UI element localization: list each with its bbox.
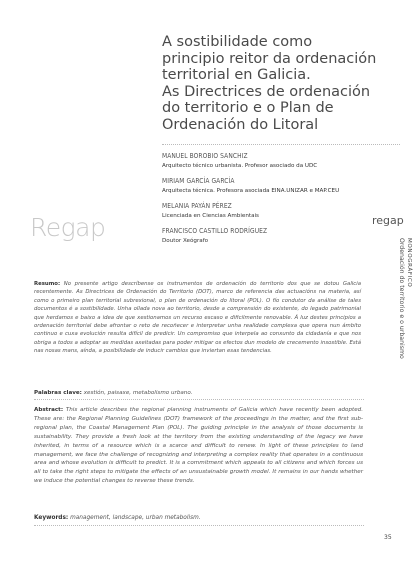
resumo-text: No presente artigo descríbense os instrumentos de ordenación do territorio dos que se dotou Galicia recentemente. As Directrices de Ordenación do Territorio (DOT), marco de referencia das actuacións na materia, así como o primeiro plan territorial subrexional, o plan de ordenación do litoral (POL). O fío condutor da análise de tales documentos é a sostibilidade. Unha ollada nova ao territorio, desde a comprensión do existente, do legado patrimonial que herdamos e baixo a idea de que xestionamos un recurso escaso e dificilmente renovable. Á luz destes principios a ordenación territorial debe afrontar o reto de recoñecer e interpretar unha realidade complexa que opera nun ámbito continuo e cuxa evolución resulta difícil de predicir. Un compromiso que interpela ao conxunto da cidadanía e que nos obriga a todos a adoptar as medidas axeitadas para poder mitigar os efectos dun modelo de crecemento insostible. Está nas nosas mans, aínda, a posibilidade de inducir cambios que inviertan esas tendencias.: [34, 281, 361, 355]
palabras-text: xestión, paisaxe, metabolismo urbano.: [83, 390, 193, 396]
title-line: As Directrices de ordenación: [162, 83, 371, 100]
title-line: principio reitor da ordenación: [162, 50, 377, 67]
author-entry: [162, 152, 392, 171]
title-line: Ordenación do Litoral: [162, 116, 319, 133]
palabras-label: Palabras clave:: [34, 390, 82, 396]
abstract-paragraph: [34, 406, 363, 486]
title-line: A sostibilidade como: [162, 34, 313, 50]
title-line: territorial en Galicia.: [162, 67, 311, 84]
author-affiliation: Arquitecta técnica. Profesora asociada EINA.UNIZAR e MAP.CEU: [162, 188, 340, 194]
author-entry: [162, 202, 392, 221]
keywords: [34, 515, 363, 521]
keywords-label: Keywords:: [34, 515, 69, 521]
resumo-label: Resumo:: [34, 281, 61, 287]
article-title: [162, 34, 392, 134]
author-entry: [162, 227, 392, 246]
section-subtitle: Ordenación do territorio e o urbanismo: [398, 238, 405, 359]
divider: [162, 144, 400, 145]
author-affiliation: Arquitecto técnico urbanista. Profesor asociado da UDC: [162, 163, 318, 169]
regap-logo-watermark: Regap: [30, 213, 106, 242]
regap-logo: regap: [372, 214, 404, 227]
author-affiliation: Doutor Xeógrafo: [162, 238, 209, 244]
divider: [34, 525, 364, 526]
divider: [34, 399, 364, 400]
page-number: 35: [384, 534, 392, 541]
author-affiliation: Licenciada en Ciencias Ambientais: [162, 213, 259, 219]
author-name: MANUEL BOROBIO SANCHIZ: [162, 152, 248, 160]
keywords-text: management, landscape, urban metabolism.: [70, 515, 201, 521]
section-side-label: [374, 238, 412, 359]
abstract-label: Abstract:: [34, 407, 64, 413]
title-line: do territorio e o Plan de: [162, 100, 334, 117]
abstract-text: This article describes the regional planning instruments of Galicia which have recently been adopted. These are: the Regional Planning Guidelines (DOT) framework of the proceedings in the matter, and the first sub-regional plan, the Coastal Management Plan (POL). The guiding principle in the analysis of those documents is sustainability. They provide a fresh look at the territory from the existing understanding of the legacy we have inherited, in terms of a resource which is a scarce and difficult to renew. In light of these principles to land management, we face the challenge of recognizing and interpreting a complex reality that operates in a continuous area and whose evolution is difficult to predict. It is a commitment which appeals to all citizens and which forces us all to take the right steps to mitigate the effects of an unsustainable growth model. It remains in our hands whether we induce the potential changes to reverse these trends.: [34, 407, 363, 485]
resumo-paragraph: [34, 280, 361, 356]
author-entry: [162, 177, 392, 196]
palabras-clave: [34, 390, 361, 396]
author-name: FRANCISCO CASTILLO RODRÍGUEZ: [162, 227, 268, 235]
section-name: MONOGRÁFICO: [406, 238, 412, 288]
author-name: MELANIA PAYÁN PÉREZ: [162, 202, 232, 210]
author-list: [162, 152, 392, 252]
author-name: MIRIAM GARCÍA GARCÍA: [162, 177, 235, 185]
